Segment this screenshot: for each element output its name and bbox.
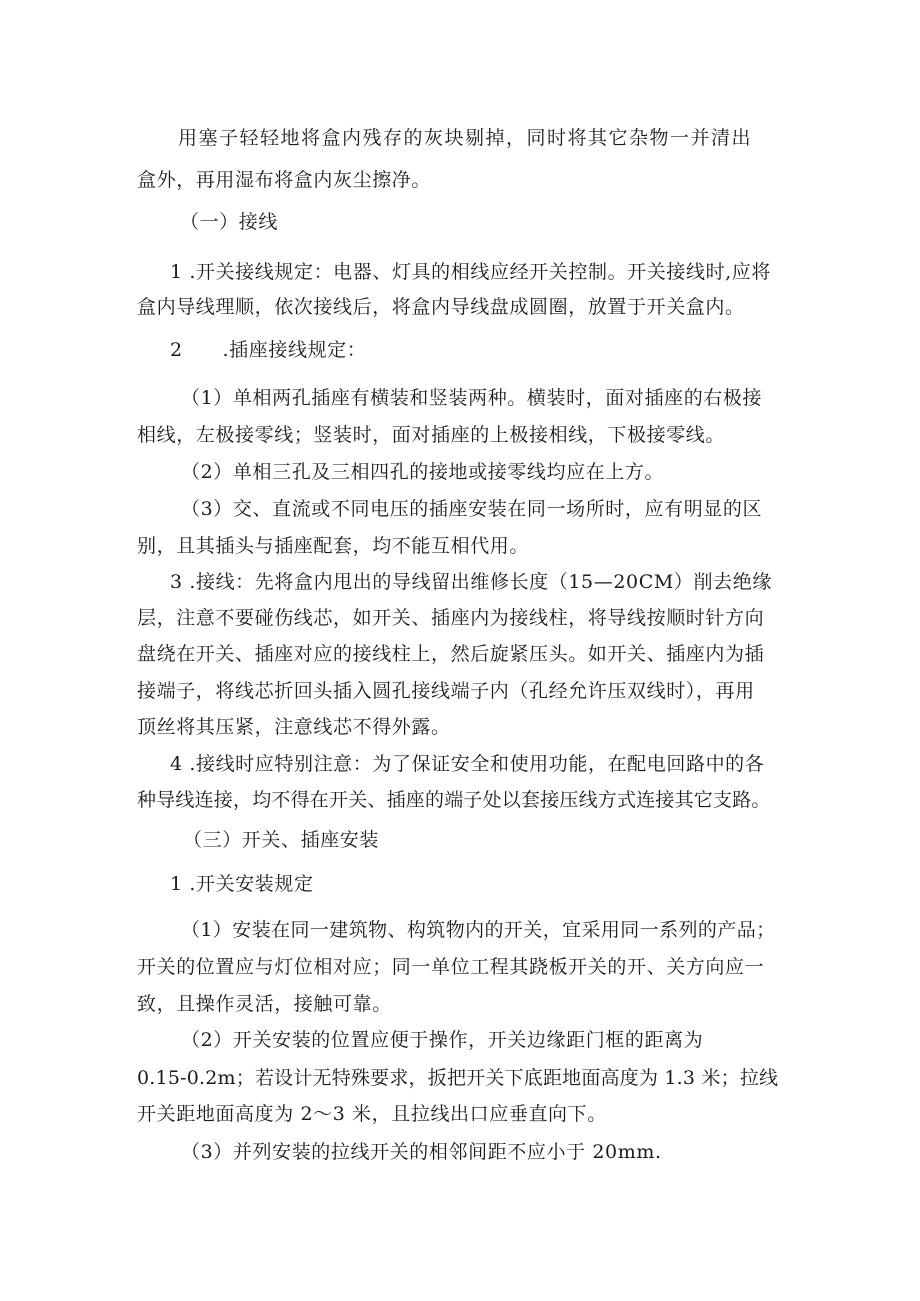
paragraph-p14: （3）并列安装的拉线开关的相邻间距不应小于 20mm. xyxy=(181,1141,662,1163)
paragraph-p4: 2 .插座接线规定： xyxy=(170,339,367,361)
paragraph-p13-line-1: （2）开关安装的位置应便于操作，开关边缘距门框的距离为 xyxy=(181,1029,704,1051)
paragraph-p8-line-2: 层，注意不要碰伤线芯，如开关、插座内为接线柱，将导线按顺时针方向 xyxy=(137,607,765,629)
paragraph-p3-line-2: 盒内导线理顺，依次接线后，将盒内导线盘成圆圈，放置于开关盒内。 xyxy=(137,296,745,318)
paragraph-p11: 1 .开关安装规定 xyxy=(170,873,314,895)
paragraph-p8-line-1: 3 .接线：先将盒内甩出的导线留出维修长度（15—20CM）削去绝缘 xyxy=(170,571,772,593)
paragraph-p13-line-3: 开关距地面高度为 2～3 米，且拉线出口应垂直向下。 xyxy=(137,1103,607,1125)
paragraph-p1-line-2: 盒外，再用湿布将盒内灰尘擦净。 xyxy=(137,169,432,191)
paragraph-p3-line-1: 1 .开关接线规定：电器、灯具的相线应经开关控制。开关接线时,应将 xyxy=(170,261,772,283)
paragraph-p1-line-1: 用塞子轻轻地将盒内残存的灰块剔掉，同时将其它杂物一并清出 xyxy=(178,127,753,149)
paragraph-p6: （2）单相三孔及三相四孔的接地或接零线均应在上方。 xyxy=(181,461,665,483)
paragraph-p9-line-1: 4 .接线时应特别注意：为了保证安全和使用功能，在配电回路中的各 xyxy=(170,753,765,775)
paragraph-p13-line-2: 0.15-0.2m；若设计无特殊要求，扳把开关下底距地面高度为 1.3 米；拉线 xyxy=(137,1067,779,1089)
paragraph-p8-line-3: 盘绕在开关、插座对应的接线柱上，然后旋紧压头。如开关、插座内为插 xyxy=(137,643,765,665)
paragraph-p5-line-2: 相线，左极接零线；竖装时，面对插座的上极接相线，下极接零线。 xyxy=(137,424,726,446)
paragraph-p12-line-3: 致，且操作灵活，接触可靠。 xyxy=(137,993,392,1015)
paragraph-p7-line-1: （3）交、直流或不同电压的插座安装在同一场所时，应有明显的区 xyxy=(181,498,763,520)
paragraph-p12-line-1: （1）安装在同一建筑物、构筑物内的开关，宜采用同一系列的产品； xyxy=(181,919,776,941)
section-heading-switch-socket-install: （三）开关、插座安装 xyxy=(183,829,380,851)
paragraph-p7-line-2: 别，且其插头与插座配套，均不能互相代用。 xyxy=(137,535,530,557)
paragraph-p5-line-1: （1）单相两孔插座有横装和竖装两种。横装时，面对插座的右极接 xyxy=(181,387,763,409)
paragraph-p12-line-2: 开关的位置应与灯位相对应；同一单位工程其跷板开关的开、关方向应一 xyxy=(137,956,765,978)
paragraph-p8-line-4: 接端子，将线芯折回头插入圆孔接线端子内（孔经允许压双线时），再用 xyxy=(137,680,755,702)
paragraph-p9-line-2: 种导线连接，均不得在开关、插座的端子处以套接压线方式连接其它支路。 xyxy=(137,789,771,811)
section-heading-wiring: （一）接线 xyxy=(180,211,279,233)
paragraph-p8-line-5: 顶丝将其压紧，注意线芯不得外露。 xyxy=(137,716,451,738)
